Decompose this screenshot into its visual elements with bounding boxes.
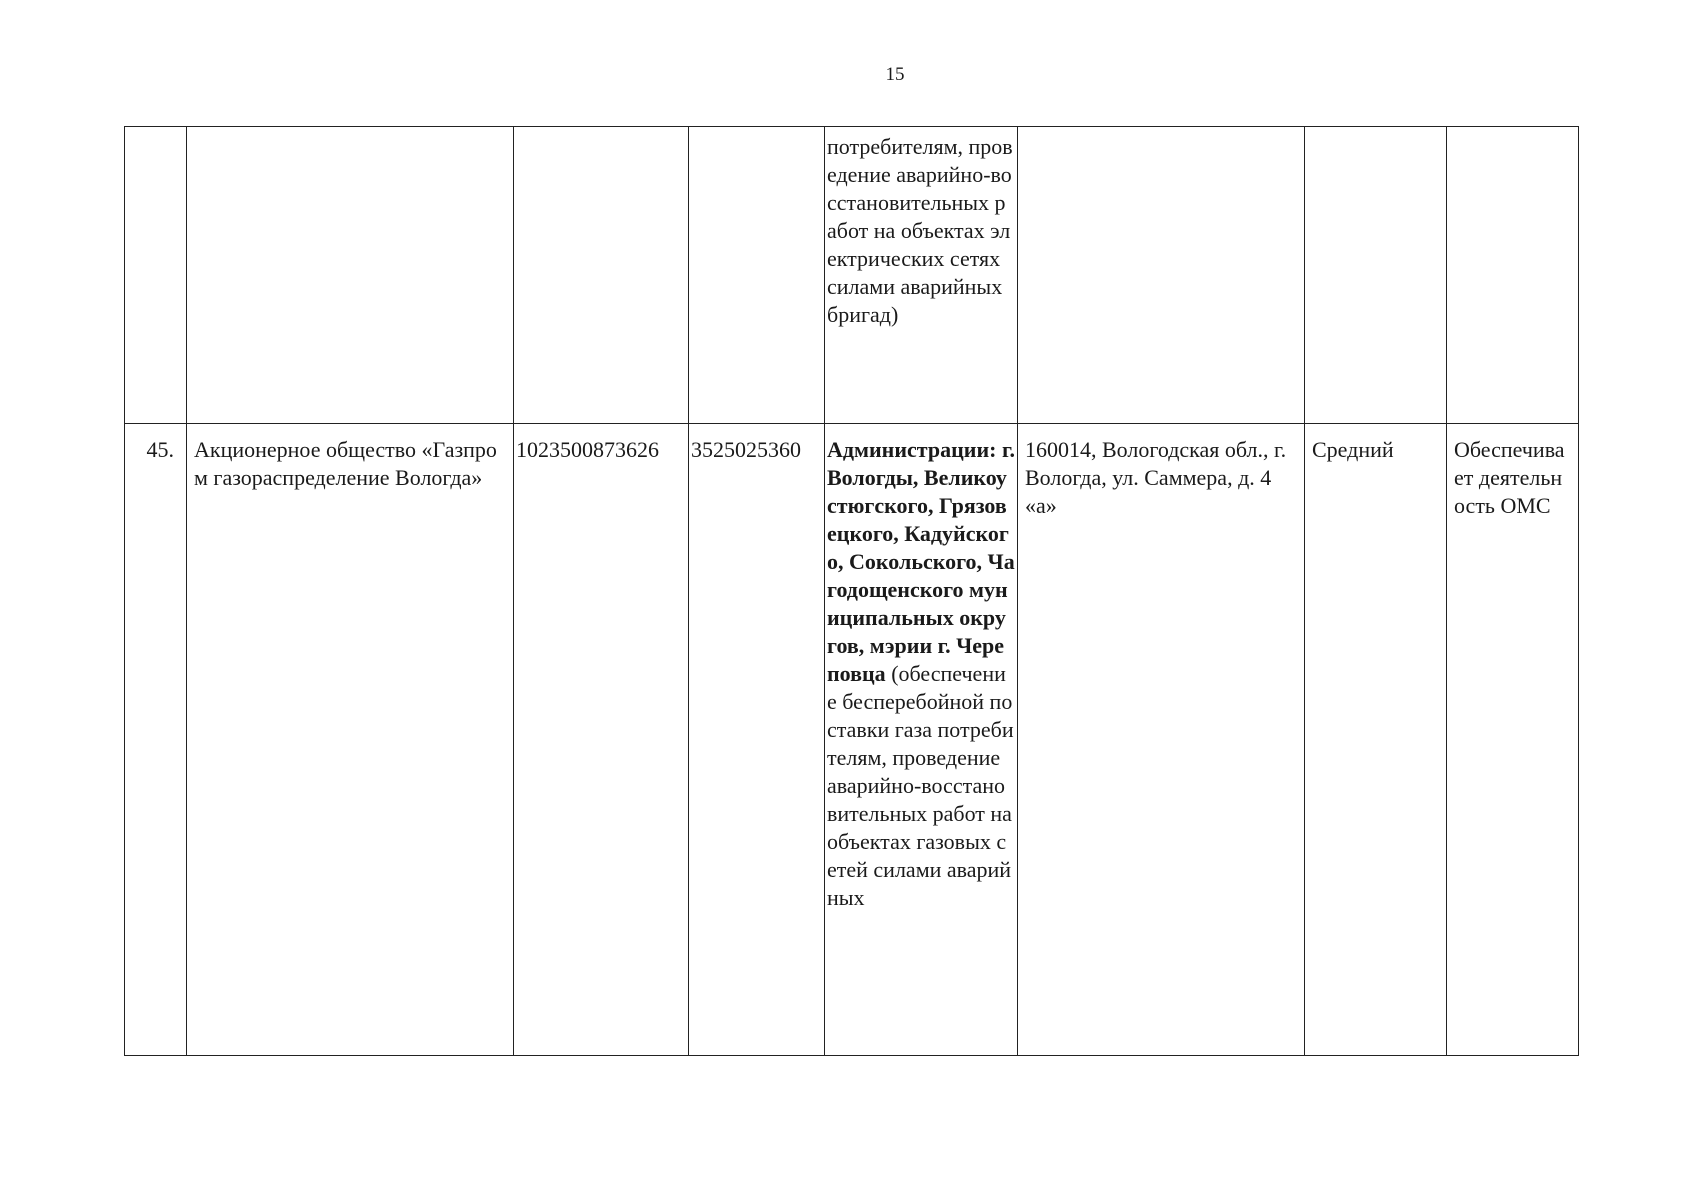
address-value: 160014, Вологодская обл., г. Вологда, ул. Саммера, д. 4 «а»	[1025, 437, 1287, 518]
cell-purpose	[825, 127, 1018, 424]
purpose-bold: Администрации: г. Вологды, Великоустюгского, Грязовецкого, Кадуйского, Сокольского, Чагодощенского муниципальных округов, мэрии г. Череповца	[827, 437, 1015, 686]
category-value: Средний	[1312, 437, 1394, 462]
inn-value: 3525025360	[691, 437, 801, 462]
note-value: Обеспечивает деятельность ОМС	[1454, 437, 1565, 518]
table-row	[125, 424, 1579, 1056]
cell-address	[1018, 127, 1305, 424]
cell-ogrn	[514, 424, 689, 1056]
organization-name: Акционерное общество «Газпром газораспределение Вологда»	[194, 437, 497, 490]
page-number: 15	[885, 64, 905, 85]
cell-purpose	[825, 424, 1018, 1056]
cell-ogrn	[514, 127, 689, 424]
purpose-text: потребителям, проведение аварийно-восстановительных работ на объектах электрических сетях силами аварийных бригад)	[827, 134, 1013, 327]
cell-note	[1447, 424, 1579, 1056]
cell-number	[125, 424, 187, 1056]
cell-number	[125, 127, 187, 424]
cell-organization	[187, 424, 514, 1056]
row-number: 45.	[146, 437, 174, 462]
purpose-text: (обеспечение бесперебойной поставки газа потребителям, проведение аварийно-восстановительных работ на объектах газовых сетей силами аварийных	[827, 661, 1014, 910]
table-row	[125, 127, 1579, 424]
organizations-table	[124, 126, 1579, 1056]
cell-note	[1447, 127, 1579, 424]
cell-address	[1018, 424, 1305, 1056]
cell-organization	[187, 127, 514, 424]
cell-inn	[689, 424, 825, 1056]
cell-category	[1305, 127, 1447, 424]
cell-category	[1305, 424, 1447, 1056]
cell-inn	[689, 127, 825, 424]
ogrn-value: 1023500873626	[516, 437, 659, 462]
